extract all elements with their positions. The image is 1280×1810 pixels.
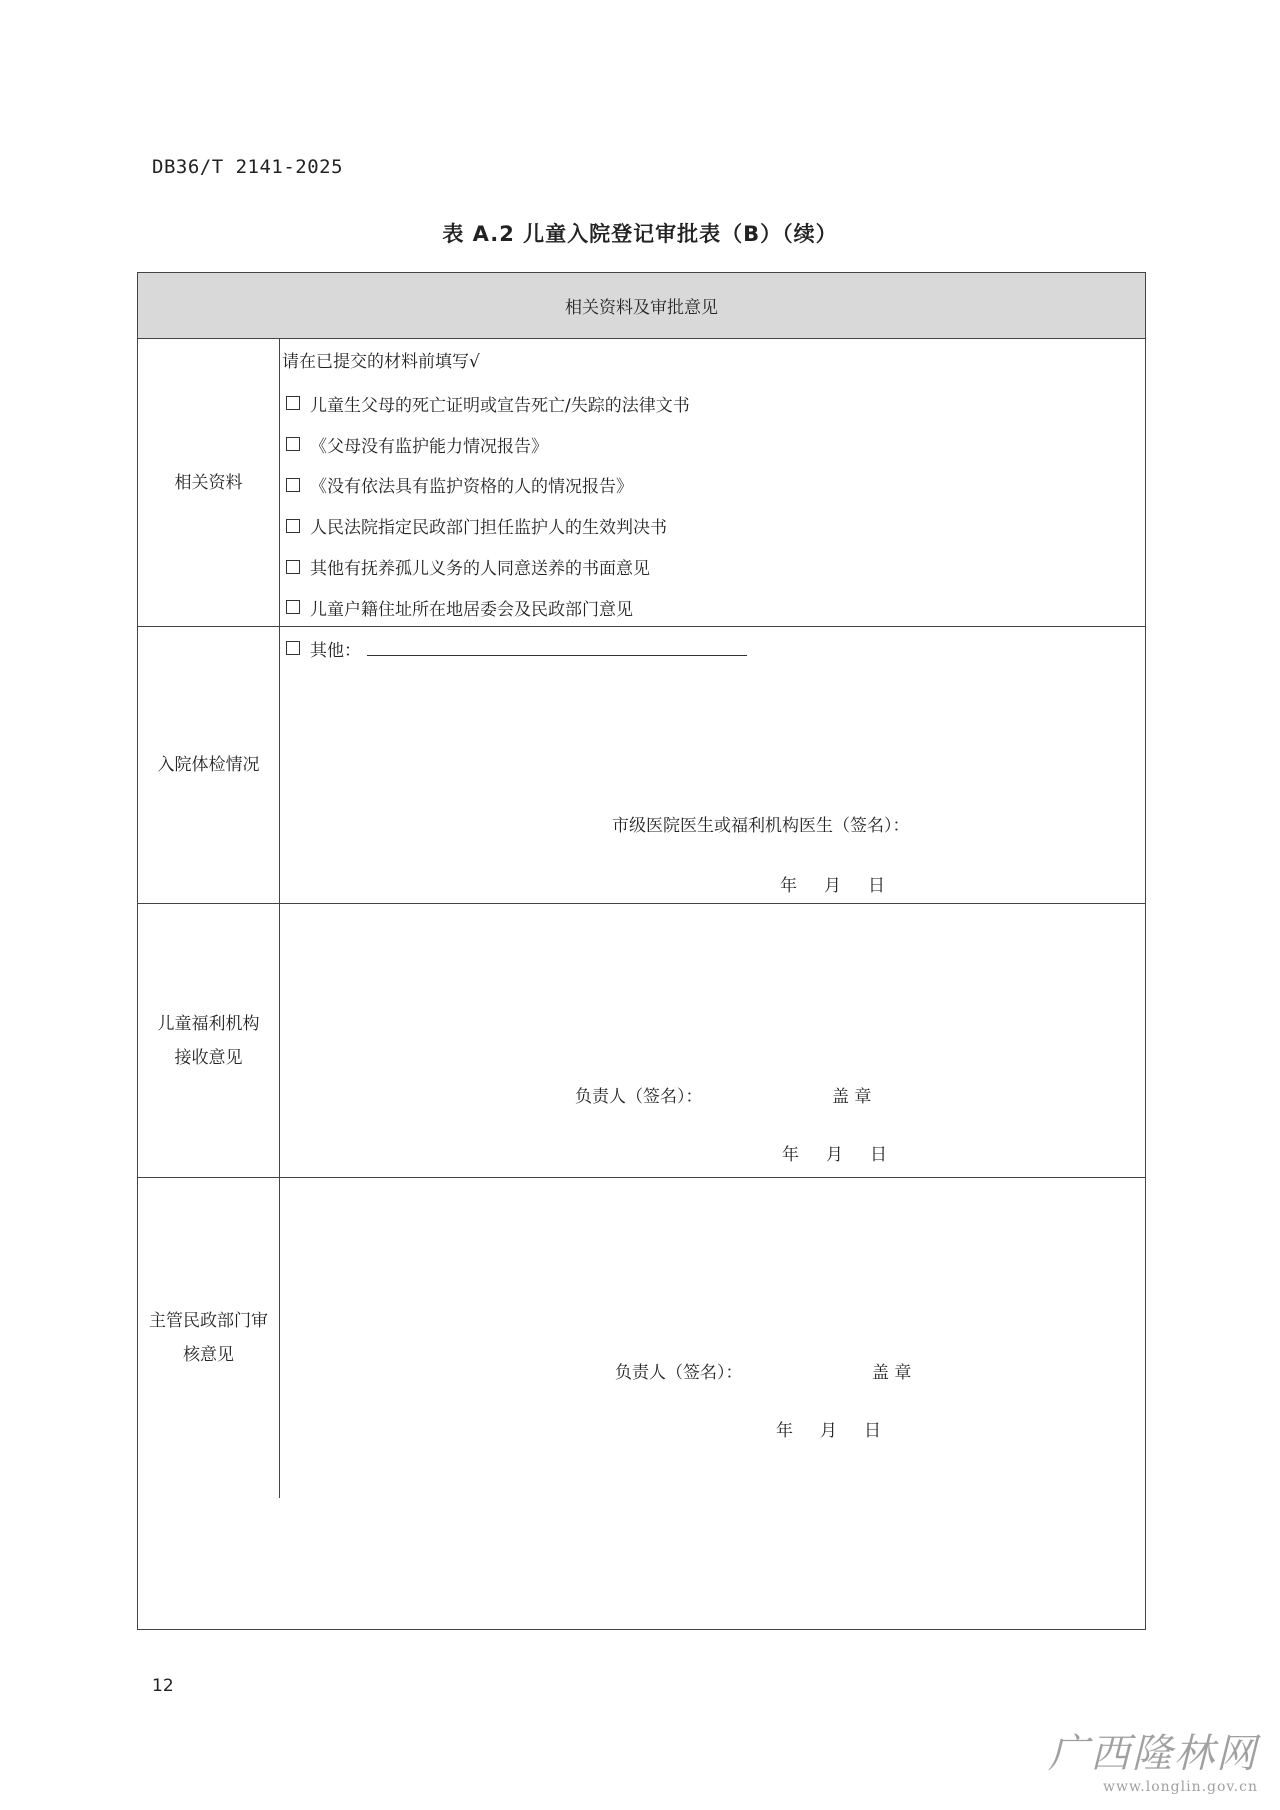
section-header: 相关资料及审批意见 [138,273,1145,339]
materials-label: 相关资料 [138,339,280,626]
watermark-url: www.longlin.gov.cn [1103,1779,1258,1795]
welfare-date: 年 月 日 [782,1145,888,1165]
materials-instruction: 请在已提交的材料前填写√ [282,352,480,372]
check-item-label: 《没有依法具有监护资格的人的情况报告》 [310,477,633,498]
medical-signature-label: 市级医院医生或福利机构医生（签名）： [612,816,910,836]
medical-label: 入院体检情况 [138,627,280,903]
check-item-label: 其他有抚养孤儿义务的人同意送养的书面意见 [310,559,650,580]
civil-affairs-row [138,1178,1145,1631]
table-title: 表 A.2 儿童入院登记审批表（B）（续） [442,222,838,246]
civil-affairs-signature-label: 负责人（签名）： [615,1363,743,1383]
checkbox[interactable] [286,437,300,451]
civil-affairs-label-line2: 核意见 [183,1345,234,1365]
check-item-label: 儿童生父母的死亡证明或宣告死亡/失踪的法律文书 [310,395,690,416]
check-item-label: 《父母没有监护能力情况报告》 [310,436,548,457]
civil-affairs-label-line1: 主管民政部门审 [149,1311,268,1331]
check-item-adoption-consent[interactable] [282,546,747,587]
materials-row [138,339,1145,661]
checkbox[interactable] [286,478,300,492]
welfare-label-line2: 接收意见 [174,1047,243,1068]
check-item-label: 人民法院指定民政部门担任监护人的生效判决书 [310,518,667,539]
watermark [1048,1722,1258,1795]
welfare-content [280,904,1145,1177]
check-item-community-opinion[interactable] [282,587,747,628]
document-code: DB36/T 2141-2025 [152,156,344,178]
check-item-label: 儿童户籍住址所在地居委会及民政部门意见 [310,599,633,620]
welfare-signature-label: 负责人（签名）： [575,1087,703,1107]
welfare-row [138,904,1145,1178]
page-number: 12 [152,1676,174,1696]
check-item-guardianship-report[interactable] [282,424,747,465]
medical-content [280,627,1145,903]
civil-affairs-content [280,1178,1145,1498]
civil-affairs-date: 年 月 日 [776,1421,882,1441]
check-item-no-guardian-report[interactable] [282,465,747,506]
welfare-label [138,904,280,1177]
approval-form [137,272,1146,1630]
checkbox[interactable] [286,560,300,574]
medical-date: 年 月 日 [780,876,886,896]
checkbox[interactable] [286,396,300,410]
materials-checklist [282,383,747,669]
civil-affairs-seal-label: 盖 章 [872,1363,912,1383]
materials-content [280,339,1145,661]
checkbox[interactable] [286,519,300,533]
medical-row [138,627,1145,904]
welfare-seal-label: 盖 章 [832,1087,872,1107]
civil-affairs-label [138,1178,280,1498]
check-item-court-judgment[interactable] [282,505,747,546]
welfare-label-line1: 儿童福利机构 [157,1013,260,1034]
check-item-label: 其他： [310,640,361,661]
watermark-title: 广西隆林网 [1048,1731,1258,1777]
check-item-death-certificate[interactable] [282,383,747,424]
checkbox[interactable] [286,600,300,614]
